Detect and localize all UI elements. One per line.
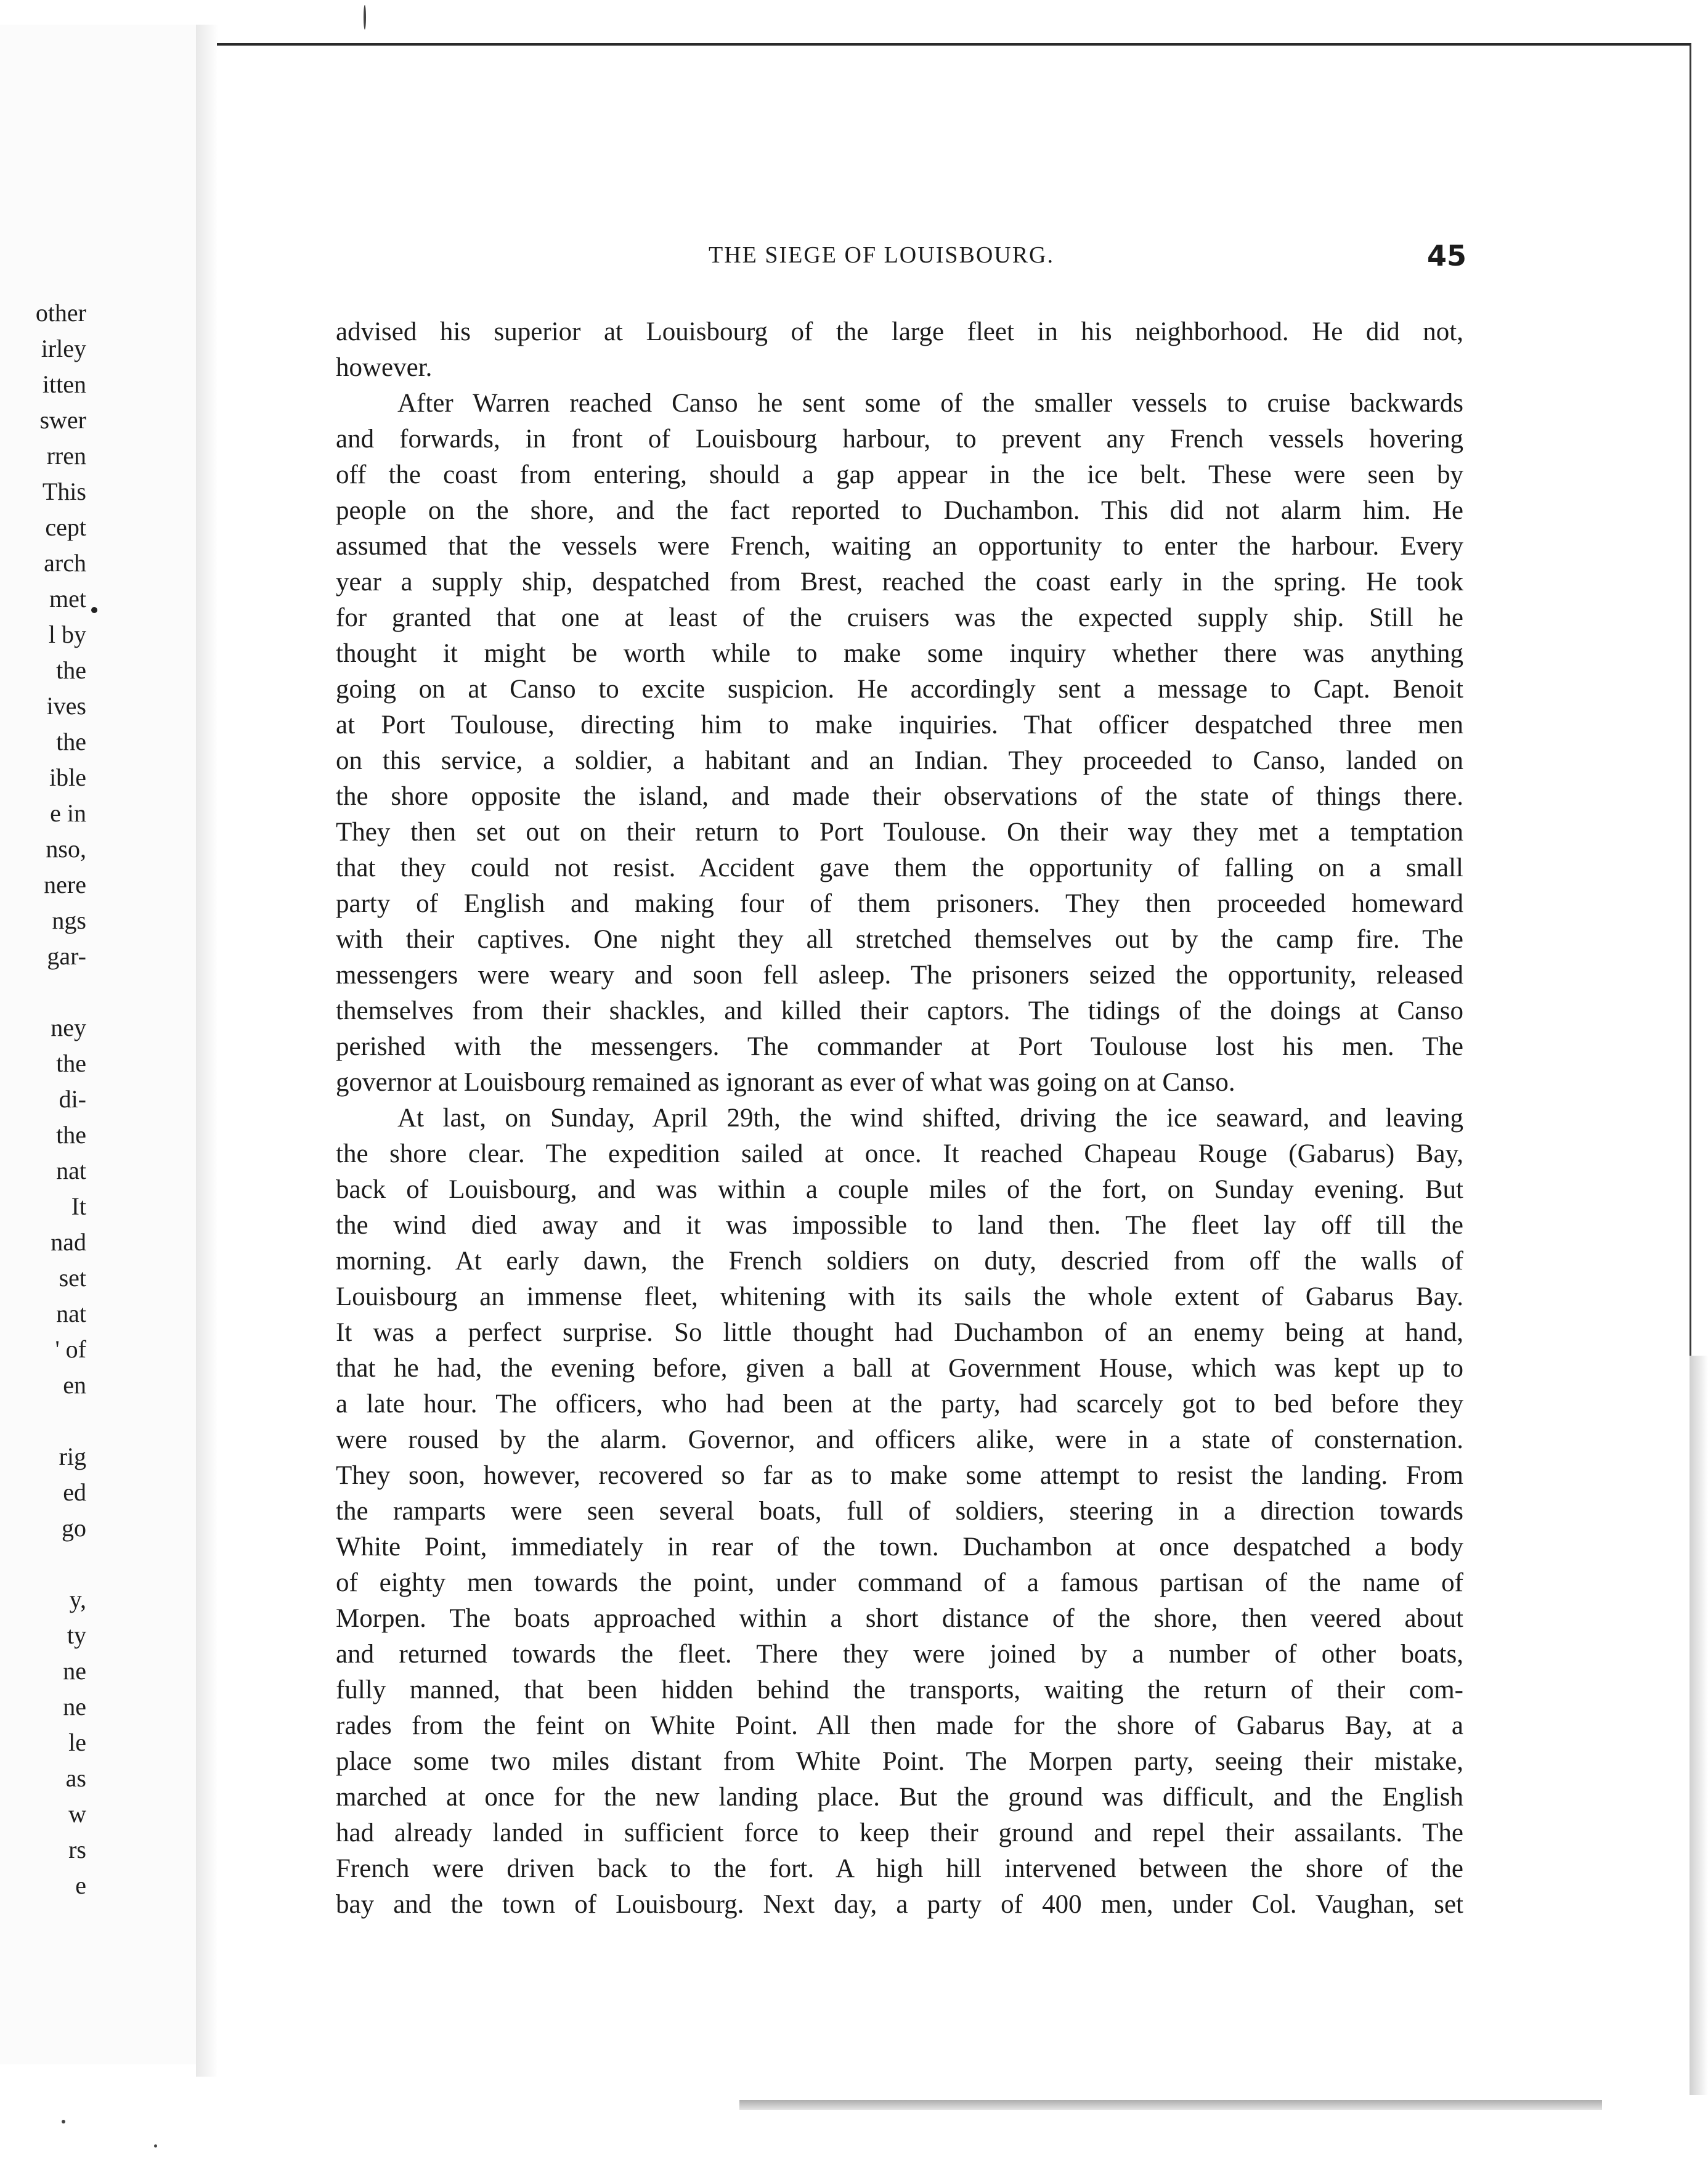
text-line: themselves from their shackles, and killed their captors. The tidings of the doings at Canso xyxy=(336,996,1463,1025)
text-line: people on the shore, and the fact reported to Duchambon. This did not alarm him. He xyxy=(336,496,1463,525)
text-line: the ramparts were seen several boats, full of soldiers, steering in a direction towards xyxy=(336,1497,1463,1526)
text-line: place some two miles distant from White Point. The Morpen party, seeing their mistake, xyxy=(336,1747,1463,1776)
text-line: had already landed in sufficient force to keep their ground and repel their assailants. The xyxy=(336,1818,1463,1847)
left-fragment: irley xyxy=(41,335,86,362)
text-line: back of Louisbourg, and was within a couple miles of the fort, on Sunday evening. But xyxy=(336,1175,1463,1204)
text-line: assumed that the vessels were French, waiting an opportunity to enter the harbour. Every xyxy=(336,532,1463,561)
left-fragment: the xyxy=(56,656,86,684)
left-fragment: nso, xyxy=(46,835,86,863)
text-line: bay and the town of Louisbourg. Next day, a party of 400 men, under Col. Vaughan, set xyxy=(336,1890,1463,1919)
text-line: Morpen. The boats approached within a short distance of the shore, then veered about xyxy=(336,1604,1463,1633)
left-fragment: y, xyxy=(69,1586,86,1613)
text-line: party of English and making four of them prisoners. They then proceeded homeward xyxy=(336,889,1463,918)
text-line: They then set out on their return to Port Toulouse. On their way they met a temptation xyxy=(336,818,1463,847)
margin-dot xyxy=(91,607,97,613)
page-edge-shadow xyxy=(1690,1356,1708,2095)
left-fragment: nat xyxy=(56,1300,86,1327)
scan-artifact xyxy=(62,2120,65,2123)
left-fragment: ney xyxy=(51,1014,86,1041)
scan-artifact xyxy=(154,2144,157,2148)
left-fragment: It xyxy=(71,1192,86,1220)
left-fragment: ne xyxy=(63,1657,86,1685)
gutter-shadow xyxy=(196,25,218,2077)
left-fragment: swer xyxy=(39,406,86,434)
text-line: advised his superior at Louisbourg of the large fleet in his neighborhood. He did not, xyxy=(336,317,1463,346)
text-line: and returned towards the fleet. There they were joined by a number of other boats, xyxy=(336,1640,1463,1669)
text-line: on this service, a soldier, a habitant and an Indian. They proceeded to Canso, landed on xyxy=(336,746,1463,775)
left-fragment: nat xyxy=(56,1157,86,1184)
text-line: with their captives. One night they all stretched themselves out by the camp fire. The xyxy=(336,925,1463,954)
left-fragment: en xyxy=(63,1371,86,1399)
left-fragment: ives xyxy=(46,692,86,720)
text-line: the shore clear. The expedition sailed at once. It reached Chapeau Rouge (Gabarus) Bay, xyxy=(336,1139,1463,1168)
left-fragment: set xyxy=(59,1264,86,1292)
left-fragment: w xyxy=(68,1800,86,1828)
left-fragment: go xyxy=(62,1514,86,1542)
left-fragment: rs xyxy=(68,1836,86,1863)
left-fragment: ty xyxy=(67,1621,86,1649)
left-fragment: ible xyxy=(49,763,86,791)
text-line: At last, on Sunday, April 29th, the wind shifted, driving the ice seaward, and leaving xyxy=(397,1104,1463,1133)
text-line: They soon, however, recovered so far as to make some attempt to resist the landing. From xyxy=(336,1461,1463,1490)
text-line: and forwards, in front of Louisbourg harbour, to prevent any French vessels hovering xyxy=(336,425,1463,454)
left-fragment: e xyxy=(75,1871,86,1899)
text-line: Louisbourg an immense fleet, whitening with its sails the whole extent of Gabarus Bay. xyxy=(336,1282,1463,1311)
left-fragment: as xyxy=(65,1764,86,1792)
text-line: After Warren reached Canso he sent some of the smaller vessels to cruise backwards xyxy=(397,389,1463,418)
left-fragment: nad xyxy=(51,1228,86,1256)
text-line: off the coast from entering, should a gap appear in the ice belt. These were seen by xyxy=(336,460,1463,489)
text-line: White Point, immediately in rear of the town. Duchambon at once despatched a body xyxy=(336,1533,1463,1561)
text-line xyxy=(336,1923,1463,1958)
left-fragment: itten xyxy=(42,370,86,398)
text-line: the wind died away and it was impossible to land then. The fleet lay off till the xyxy=(336,1211,1463,1240)
text-line: going on at Canso to excite suspicion. He accordingly sent a message to Capt. Benoit xyxy=(336,675,1463,704)
text-line: thought it might be worth while to make some inquiry whether there was anything xyxy=(336,639,1463,668)
text-line: that they could not resist. Accident gave them the opportunity of falling on a small xyxy=(336,853,1463,882)
left-fragment: arch xyxy=(44,549,86,577)
left-fragment: rren xyxy=(46,442,86,470)
text-line: for granted that one at least of the cruisers was the expected supply ship. Still he xyxy=(336,603,1463,632)
text-line: the shore opposite the island, and made their observations of the state of things there. xyxy=(336,782,1463,811)
left-fragment: rig xyxy=(59,1443,86,1470)
text-line: French were driven back to the fort. A high hill intervened between the shore of the xyxy=(336,1854,1463,1883)
left-fragment: l by xyxy=(48,621,86,648)
text-line: rades from the feint on White Point. All then made for the shore of Gabarus Bay, at a xyxy=(336,1711,1463,1740)
left-fragment: the xyxy=(56,1121,86,1149)
page-number: 45 xyxy=(1426,239,1466,272)
text-line: were roused by the alarm. Governor, and officers alike, were in a state of consternation. xyxy=(336,1425,1463,1454)
text-line: morning. At early dawn, the French soldiers on duty, descried from off the walls of xyxy=(336,1247,1463,1276)
left-fragment: di- xyxy=(59,1085,86,1113)
text-line: year a supply ship, despatched from Brest, reached the coast early in the spring. He took xyxy=(336,568,1463,596)
left-fragment: ngs xyxy=(52,906,86,934)
left-fragment: e in xyxy=(50,799,86,827)
left-fragment: nere xyxy=(44,871,86,898)
left-fragment: other xyxy=(35,299,86,327)
page-bottom-shadow xyxy=(739,2100,1602,2110)
left-fragment: gar- xyxy=(47,942,86,970)
scan-artifact xyxy=(364,5,366,30)
text-line: It was a perfect surprise. So little thought had Duchambon of an enemy being at hand, xyxy=(336,1318,1463,1347)
text-line: however. xyxy=(336,353,433,382)
left-fragment: ne xyxy=(63,1693,86,1720)
running-head: THE SIEGE OF LOUISBOURG. xyxy=(709,242,1054,268)
text-line: fully manned, that been hidden behind the transports, waiting the return of their com- xyxy=(336,1675,1463,1704)
left-fragment: cept xyxy=(45,513,86,541)
left-fragment: the xyxy=(56,728,86,755)
page-header xyxy=(709,239,1466,279)
left-fragment: met xyxy=(49,585,86,613)
left-fragment: ed xyxy=(63,1478,86,1506)
text-line: that he had, the evening before, given a ball at Government House, which was kept up to xyxy=(336,1354,1463,1383)
text-line: at Port Toulouse, directing him to make inquiries. That officer despatched three men xyxy=(336,710,1463,739)
left-fragment: the xyxy=(56,1049,86,1077)
left-facing-page xyxy=(0,25,200,2064)
text-line: of eighty men towards the point, under command of a famous partisan of the name of xyxy=(336,1568,1463,1597)
left-fragment: ' of xyxy=(55,1335,86,1363)
text-line: a late hour. The officers, who had been at the party, had scarcely got to bed before they xyxy=(336,1390,1463,1419)
left-fragment: This xyxy=(42,478,86,505)
text-line: marched at once for the new landing place. But the ground was difficult, and the English xyxy=(336,1783,1463,1812)
text-line: governor at Louisbourg remained as ignorant as ever of what was going on at Canso. xyxy=(336,1068,1235,1097)
text-line: perished with the messengers. The commander at Port Toulouse lost his men. The xyxy=(336,1032,1463,1061)
text-line: messengers were weary and soon fell asleep. The prisoners seized the opportunity, released xyxy=(336,961,1463,990)
left-fragment: le xyxy=(68,1728,86,1756)
